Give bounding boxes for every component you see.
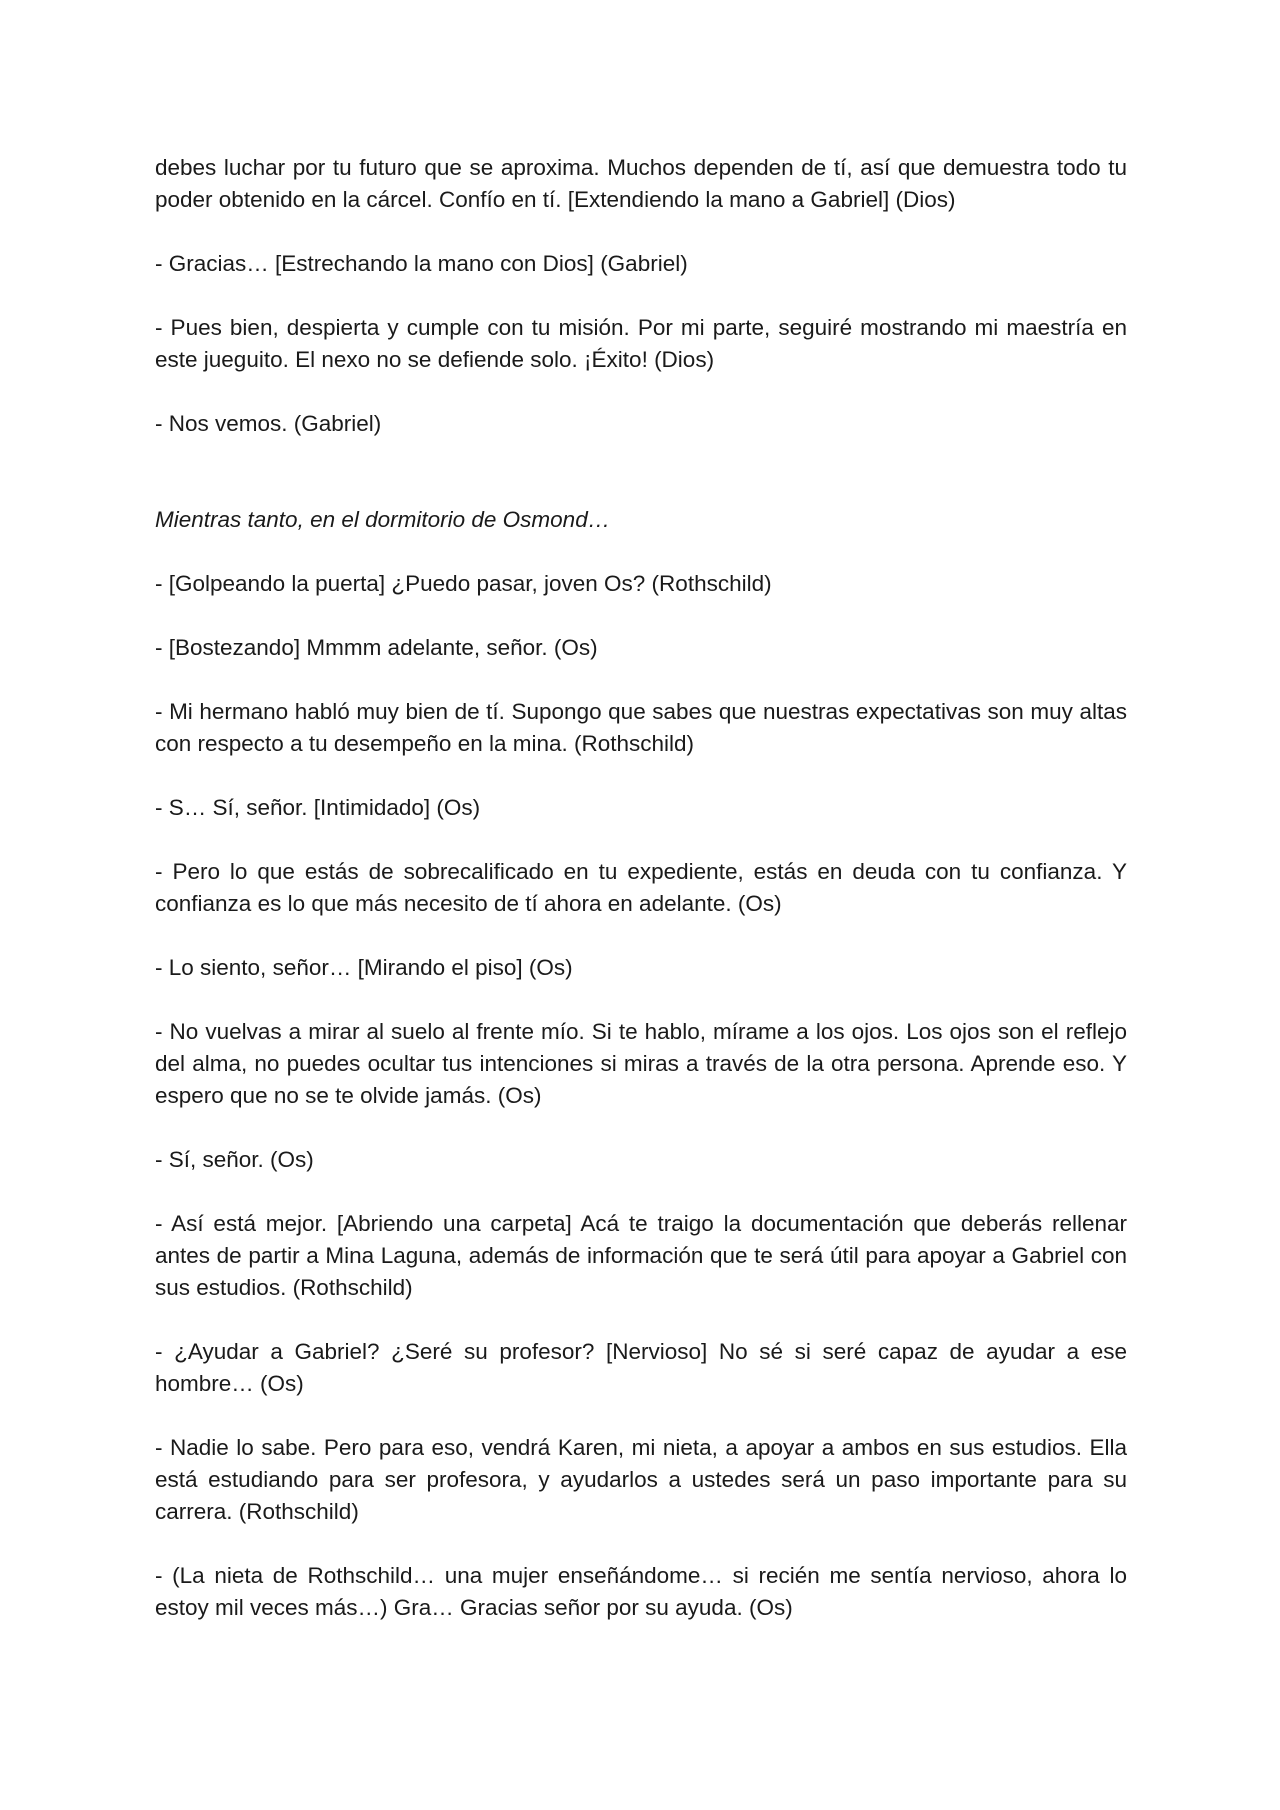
paragraph-12: - No vuelvas a mirar al suelo al frente mío. Si te hablo, mírame a los ojos. Los ojos son el reflejo del alma, no puedes ocultar tus intenciones si miras a través de la otra persona. Aprende eso. Y espero que no se te olvide jamás. (Os) (155, 1019, 1127, 1108)
paragraph-3: - Pues bien, despierta y cumple con tu misión. Por mi parte, seguiré mostrando mi maestría en este jueguito. El nexo no se defiende solo. ¡Éxito! (Dios) (155, 315, 1127, 372)
paragraph-13: - Sí, señor. (Os) (155, 1147, 314, 1172)
paragraph-7: - [Bostezando] Mmmm adelante, señor. (Os) (155, 635, 598, 660)
paragraph-1: debes luchar por tu futuro que se aproxima. Muchos dependen de tí, así que demuestra todo tu poder obtenido en la cárcel. Confío en tí. [Extendiendo la mano a Gabriel] (Dios) (155, 155, 1127, 212)
paragraph-4: - Nos vemos. (Gabriel) (155, 411, 382, 436)
paragraph-9: - S… Sí, señor. [Intimidado] (Os) (155, 795, 481, 820)
paragraph-8: - Mi hermano habló muy bien de tí. Supongo que sabes que nuestras expectativas son muy altas con respecto a tu desempeño en la mina. (Rothschild) (155, 699, 1127, 756)
document-body (155, 152, 1127, 1656)
paragraph-16: - Nadie lo sabe. Pero para eso, vendrá Karen, mi nieta, a apoyar a ambos en sus estudios. Ella está estudiando para ser profesora, y ayudarlos a ustedes será un paso importante para su carrera. (Rothschild) (155, 1435, 1127, 1524)
scene-transition: Mientras tanto, en el dormitorio de Osmond… (155, 507, 611, 532)
paragraph-10: - Pero lo que estás de sobrecalificado en tu expediente, estás en deuda con tu confianza. Y confianza es lo que más necesito de tí ahora en adelante. (Os) (155, 859, 1127, 916)
paragraph-15: - ¿Ayudar a Gabriel? ¿Seré su profesor? [Nervioso] No sé si seré capaz de ayudar a ese hombre… (Os) (155, 1339, 1127, 1396)
section-gap (155, 472, 1127, 504)
paragraph-6: - [Golpeando la puerta] ¿Puedo pasar, joven Os? (Rothschild) (155, 571, 772, 596)
paragraph-11: - Lo siento, señor… [Mirando el piso] (Os) (155, 955, 573, 980)
paragraph-17: - (La nieta de Rothschild… una mujer enseñándome… si recién me sentía nervioso, ahora lo estoy mil veces más…) Gra… Gracias señor por su ayuda. (Os) (155, 1563, 1127, 1620)
paragraph-2: - Gracias… [Estrechando la mano con Dios] (Gabriel) (155, 251, 688, 276)
paragraph-14: - Así está mejor. [Abriendo una carpeta] Acá te traigo la documentación que deberás rellenar antes de partir a Mina Laguna, además de información que te será útil para apoyar a Gabriel con sus estudios. (Rothschild) (155, 1211, 1127, 1300)
